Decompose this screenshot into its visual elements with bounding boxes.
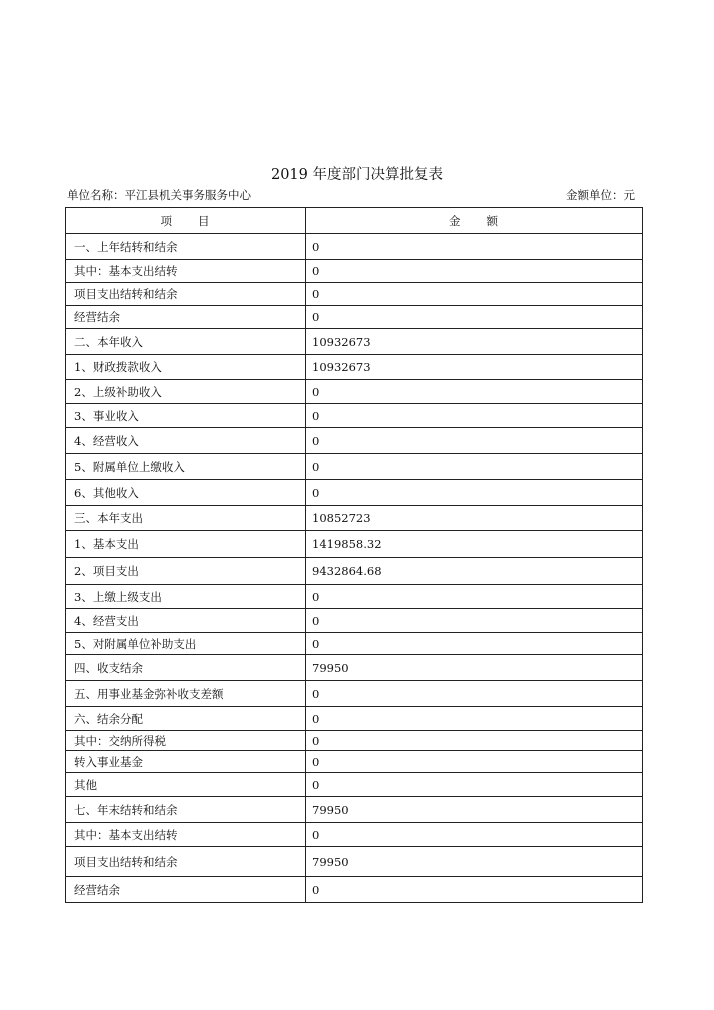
table-row	[66, 234, 643, 260]
row-amount-value: 79950	[306, 797, 643, 823]
table-body	[66, 234, 643, 903]
row-item-label: 三、本年支出	[66, 506, 306, 531]
row-amount-value: 0	[306, 428, 643, 454]
row-amount-value: 1419858.32	[306, 531, 643, 558]
row-item-label: 七、年末结转和结余	[66, 797, 306, 823]
row-item-label: 一、上年结转和结余	[66, 234, 306, 260]
unit-name-label: 单位名称：平江县机关事务服务中心	[67, 188, 251, 202]
row-amount-value: 0	[306, 609, 643, 633]
row-item-label: 其中：基本支出结转	[66, 823, 306, 847]
row-item-label: 1、基本支出	[66, 531, 306, 558]
table-row	[66, 751, 643, 773]
row-item-label: 二、本年收入	[66, 329, 306, 355]
table-row	[66, 773, 643, 797]
table-row	[66, 428, 643, 454]
row-item-label: 四、收支结余	[66, 655, 306, 681]
row-item-label: 经营结余	[66, 306, 306, 329]
table-row	[66, 260, 643, 283]
table-row	[66, 847, 643, 877]
row-amount-value: 10932673	[306, 355, 643, 380]
table-row	[66, 633, 643, 655]
table-row	[66, 380, 643, 404]
table-row	[66, 823, 643, 847]
row-amount-value: 0	[306, 380, 643, 404]
table-row	[66, 558, 643, 585]
table-row	[66, 404, 643, 428]
row-amount-value: 0	[306, 681, 643, 707]
row-amount-value: 0	[306, 877, 643, 903]
row-item-label: 3、上缴上级支出	[66, 585, 306, 609]
row-amount-value: 0	[306, 823, 643, 847]
row-amount-value: 0	[306, 480, 643, 506]
table-row	[66, 655, 643, 681]
table-row	[66, 283, 643, 306]
table-row	[66, 797, 643, 823]
row-item-label: 其他	[66, 773, 306, 797]
row-amount-value: 79950	[306, 655, 643, 681]
table-row	[66, 480, 643, 506]
row-amount-value: 9432864.68	[306, 558, 643, 585]
table-row	[66, 454, 643, 480]
table-row	[66, 731, 643, 751]
page-title: 2019 年度部门决算批复表	[270, 167, 443, 183]
row-amount-value: 0	[306, 306, 643, 329]
row-amount-value: 0	[306, 731, 643, 751]
row-amount-value: 0	[306, 283, 643, 306]
row-item-label: 2、项目支出	[66, 558, 306, 585]
row-amount-value: 0	[306, 454, 643, 480]
table-row	[66, 877, 643, 903]
row-item-label: 六、结余分配	[66, 707, 306, 731]
row-item-label: 5、附属单位上缴收入	[66, 454, 306, 480]
currency-unit-label: 金额单位：元	[566, 188, 635, 202]
row-amount-value: 10932673	[306, 329, 643, 355]
row-amount-value: 0	[306, 773, 643, 797]
table-row	[66, 681, 643, 707]
row-amount-value: 79950	[306, 847, 643, 877]
report-meta	[67, 187, 641, 203]
budget-approval-table	[65, 207, 643, 903]
row-amount-value: 0	[306, 404, 643, 428]
row-item-label: 五、用事业基金弥补收支差额	[66, 681, 306, 707]
row-amount-value: 0	[306, 707, 643, 731]
table-row	[66, 585, 643, 609]
header-amount: 金 额	[306, 208, 643, 234]
table-row	[66, 355, 643, 380]
row-item-label: 3、事业收入	[66, 404, 306, 428]
table-row	[66, 609, 643, 633]
table-row	[66, 306, 643, 329]
row-item-label: 转入事业基金	[66, 751, 306, 773]
table-header-row	[66, 208, 643, 234]
row-amount-value: 0	[306, 633, 643, 655]
row-item-label: 1、财政拨款收入	[66, 355, 306, 380]
row-item-label: 其中：交纳所得税	[66, 731, 306, 751]
row-amount-value: 0	[306, 260, 643, 283]
table-row	[66, 506, 643, 531]
row-item-label: 6、其他收入	[66, 480, 306, 506]
row-amount-value: 0	[306, 585, 643, 609]
table-row	[66, 531, 643, 558]
row-item-label: 项目支出结转和结余	[66, 847, 306, 877]
row-amount-value: 0	[306, 234, 643, 260]
row-item-label: 项目支出结转和结余	[66, 283, 306, 306]
row-amount-value: 0	[306, 751, 643, 773]
table-row	[66, 707, 643, 731]
header-item: 项 目	[66, 208, 306, 234]
row-item-label: 其中：基本支出结转	[66, 260, 306, 283]
row-amount-value: 10852723	[306, 506, 643, 531]
row-item-label: 2、上级补助收入	[66, 380, 306, 404]
row-item-label: 经营结余	[66, 877, 306, 903]
row-item-label: 4、经营支出	[66, 609, 306, 633]
table-row	[66, 329, 643, 355]
row-item-label: 5、对附属单位补助支出	[66, 633, 306, 655]
row-item-label: 4、经营收入	[66, 428, 306, 454]
